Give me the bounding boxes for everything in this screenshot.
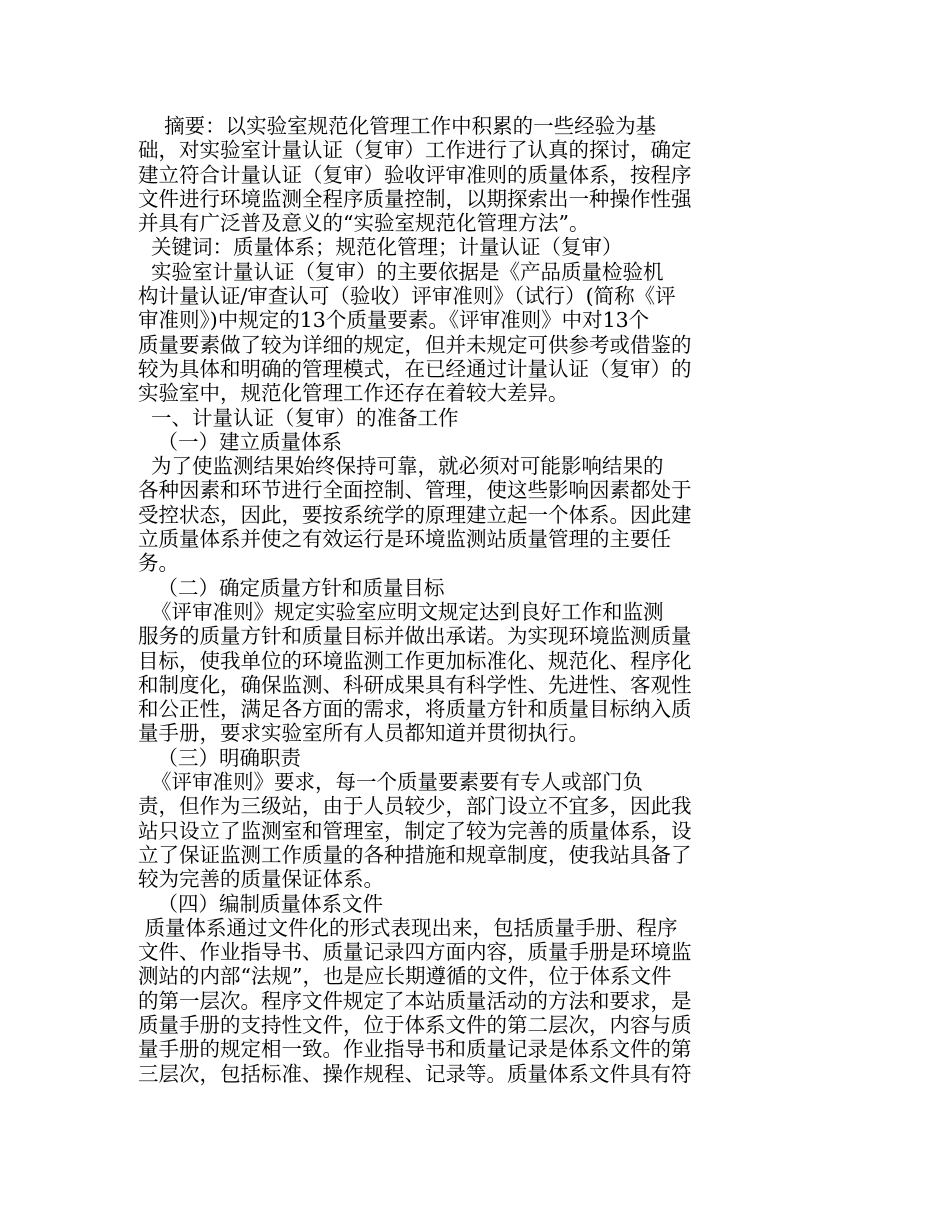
text-line: 三层次，包括标准、操作规程、记录等。质量体系文件具有符 — [138, 1061, 692, 1086]
text-line: （一）建立质量体系 — [138, 429, 343, 454]
text-line: 目标，使我单位的环境监测工作更加标准化、规范化、程序化 — [138, 648, 692, 673]
text-line: 量手册的规定相一致。作业指导书和质量记录是体系文件的第 — [138, 1037, 692, 1062]
text-line: （四）编制质量体系文件 — [138, 891, 384, 916]
text-line: 实验室中，规范化管理工作还存在着较大差异。 — [138, 381, 569, 406]
text-line: 测站的内部“法规”，也是应长期遵循的文件，位于体系文件 — [138, 964, 672, 989]
text-line: 立了保证监测工作质量的各种措施和规章制度，使我站具备了 — [138, 842, 692, 867]
text-line: 务。 — [138, 551, 179, 576]
text-line: 和公正性，满足各方面的需求，将质量方针和质量目标纳入质 — [138, 697, 692, 722]
text-line: 构计量认证/审查认可（验收）评审准则》（试行）(简称《评 — [138, 284, 676, 309]
text-line: （二）确定质量方针和质量目标 — [138, 575, 445, 600]
text-line: 《评审准则》要求，每一个质量要素要有专人或部门负 — [138, 770, 644, 795]
text-line: 量手册，要求实验室所有人员都知道并贯彻执行。 — [138, 721, 589, 746]
document-body — [138, 114, 738, 1086]
text-line: 建立符合计量认证（复审）验收评审准则的质量体系，按程序 — [138, 162, 692, 187]
text-line: 立质量体系并使之有效运行是环境监测站质量管理的主要任 — [138, 527, 671, 552]
text-line: 责，但作为三级站，由于人员较少，部门设立不宜多，因此我 — [138, 794, 692, 819]
text-line: 文件进行环境监测全程序质量控制，以期探索出一种操作性强 — [138, 186, 692, 211]
text-line: 实验室计量认证（复审）的主要依据是《产品质量检验机 — [138, 259, 664, 284]
text-line: 站只设立了监测室和管理室，制定了较为完善的质量体系，设 — [138, 818, 692, 843]
text-line: 受控状态，因此，要按系统学的原理建立起一个体系。因此建 — [138, 502, 692, 527]
text-line: 各种因素和环节进行全面控制、管理，使这些影响因素都处于 — [138, 478, 692, 503]
text-line: （三）明确职责 — [138, 745, 302, 770]
text-line: 服务的质量方针和质量目标并做出承诺。为实现环境监测质量 — [138, 624, 692, 649]
text-line: 较为完善的质量保证体系。 — [138, 867, 384, 892]
text-line: 文件、作业指导书、质量记录四方面内容，质量手册是环境监 — [138, 940, 692, 965]
text-line: 并具有广泛普及意义的“实验室规范化管理方法”。 — [138, 211, 590, 236]
text-line: 础，对实验室计量认证（复审）工作进行了认真的探讨，确定 — [138, 138, 692, 163]
text-line: 审准则》)中规定的13个质量要素。《评审准则》中对13个 — [138, 308, 650, 333]
text-line: 质量要素做了较为详细的规定，但并未规定可供参考或借鉴的 — [138, 332, 692, 357]
text-line: 摘要：以实验室规范化管理工作中积累的一些经验为基 — [138, 114, 657, 138]
text-line: 质量体系通过文件化的形式表现出来，包括质量手册、程序 — [138, 915, 678, 940]
text-line: 和制度化，确保监测、科研成果具有科学性、先进性、客观性 — [138, 672, 692, 697]
text-line: 为了使监测结果始终保持可靠，就必须对可能影响结果的 — [138, 454, 664, 479]
text-line: 《评审准则》规定实验室应明文规定达到良好工作和监测 — [138, 599, 664, 624]
text-line: 关键词：质量体系；规范化管理；计量认证（复审） — [138, 235, 623, 260]
text-line: 质量手册的支持性文件，位于体系文件的第二层次，内容与质 — [138, 1012, 692, 1037]
text-line: 一、计量认证（复审）的准备工作 — [138, 405, 459, 430]
text-line: 较为具体和明确的管理模式，在已经通过计量认证（复审）的 — [138, 356, 692, 381]
text-line: 的第一层次。程序文件规定了本站质量活动的方法和要求，是 — [138, 988, 692, 1013]
